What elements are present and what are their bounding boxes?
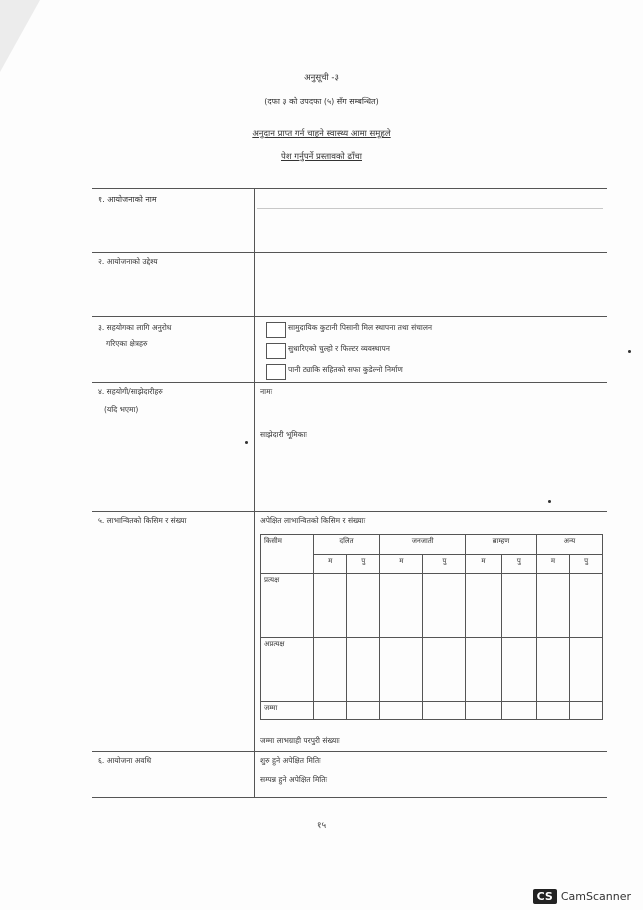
annex-heading: अनुसूची -३ xyxy=(304,73,339,83)
option-water-tank: पानी ट्याकि सहितको सफा कुडेल्नो निर्माण xyxy=(288,365,403,374)
table-cell[interactable] xyxy=(423,638,466,702)
project-name-label: १. आयोजनाको नाम xyxy=(98,195,157,204)
scan-speck xyxy=(548,500,551,503)
beneficiary-table xyxy=(260,534,603,720)
table-cell[interactable] xyxy=(423,702,466,720)
page-number: १५ xyxy=(316,821,327,831)
end-date-field[interactable]: सम्पन्न हुने अपेक्षित मितिः xyxy=(260,775,328,784)
table-cell[interactable] xyxy=(501,638,536,702)
duration-label: ६. आयोजना अवधि xyxy=(98,756,152,765)
option-grinding-mill: सामुदायिक कुटानी पिसानी मिल स्थापना तथा संचालन xyxy=(288,323,433,332)
table-cell[interactable] xyxy=(570,574,603,638)
column-divider xyxy=(254,188,255,798)
scan-speck xyxy=(245,441,248,444)
table-cell[interactable] xyxy=(347,638,380,702)
table-cell[interactable] xyxy=(501,702,536,720)
row-divider-6 xyxy=(92,751,607,752)
group-other: अन्य xyxy=(536,535,602,555)
sub-col-male: पु xyxy=(423,554,466,574)
sub-col-male: पु xyxy=(347,554,380,574)
checkbox-water-tank[interactable] xyxy=(266,364,286,380)
sub-col-female: म xyxy=(466,554,502,574)
objective-label: २. आयोजनाको उद्देश्य xyxy=(98,257,158,266)
form-subtitle: पेश गर्नुपर्ने प्रस्तावको ढाँचा xyxy=(281,152,362,162)
row-total: जम्मा xyxy=(261,702,314,720)
reference-line: (दफा ३ को उपदफा (५) सँग सम्बन्धित) xyxy=(264,97,379,106)
scan-speck xyxy=(628,350,631,353)
sub-col-male: पु xyxy=(570,554,603,574)
table-cell[interactable] xyxy=(570,638,603,702)
group-brahmin: ब्राम्हण xyxy=(466,535,537,555)
partners-label-1: ४. सहयोगी/साझेदारीहरु xyxy=(98,387,163,396)
sub-col-female: म xyxy=(536,554,569,574)
table-cell[interactable] xyxy=(314,638,347,702)
row-divider-2 xyxy=(92,252,607,253)
table-cell[interactable] xyxy=(536,702,569,720)
row-divider-3 xyxy=(92,316,607,317)
table-cell[interactable] xyxy=(314,574,347,638)
form-title: अनुदान प्राप्त गर्न चाहने स्वास्थ्य आमा समूहले xyxy=(252,129,391,139)
table-cell[interactable] xyxy=(501,574,536,638)
sub-col-female: म xyxy=(380,554,423,574)
camscanner-watermark xyxy=(533,889,631,904)
row-indirect: अप्रत्यक्ष xyxy=(261,638,314,702)
project-name-field[interactable] xyxy=(257,208,603,220)
table-cell[interactable] xyxy=(536,638,569,702)
beneficiary-heading: अपेक्षित लाभान्वितको किसिम र संख्याः xyxy=(260,516,366,525)
table-cell[interactable] xyxy=(347,702,380,720)
proposal-form-table xyxy=(92,188,607,798)
table-cell[interactable] xyxy=(380,574,423,638)
total-beneficiary-line: जम्मा लाभग्राही परपुरी संख्याः xyxy=(260,736,340,745)
group-janajati: जनजाती xyxy=(380,535,466,555)
option-improved-stove: सुधारिएको चुल्हो र फिल्टर व्यवस्थापन xyxy=(288,344,390,353)
table-cell[interactable] xyxy=(380,638,423,702)
table-cell[interactable] xyxy=(536,574,569,638)
table-cell[interactable] xyxy=(380,702,423,720)
row-divider-1 xyxy=(92,188,607,189)
camscanner-logo-icon: CS xyxy=(533,889,557,904)
sub-col-male: पु xyxy=(501,554,536,574)
start-date-field[interactable]: शुरु हुने अपेक्षित मितिः xyxy=(260,756,321,765)
partner-role-field[interactable]: साझेदारी भूमिकाः xyxy=(260,430,307,439)
row-divider-5 xyxy=(92,511,607,512)
sub-col-female: म xyxy=(314,554,347,574)
table-cell[interactable] xyxy=(347,574,380,638)
table-cell[interactable] xyxy=(314,702,347,720)
row-direct: प्रत्यक्ष xyxy=(261,574,314,638)
support-area-label-2: गरिएका क्षेत्रहरु xyxy=(106,339,148,348)
table-cell[interactable] xyxy=(466,574,502,638)
row-divider-7 xyxy=(92,797,607,798)
checkbox-improved-stove[interactable] xyxy=(266,343,286,359)
support-area-label-1: ३. सहयोगका लागि अनुरोध xyxy=(98,323,172,332)
camscanner-text: CamScanner xyxy=(560,890,631,903)
table-cell[interactable] xyxy=(466,702,502,720)
partner-name-field[interactable]: नामः xyxy=(260,387,273,396)
table-cell[interactable] xyxy=(570,702,603,720)
table-cell[interactable] xyxy=(466,638,502,702)
beneficiary-label: ५. लाभान्वितको किसिम र संख्या xyxy=(98,516,187,525)
checkbox-grinding-mill[interactable] xyxy=(266,322,286,338)
row-divider-4 xyxy=(92,382,607,383)
table-cell[interactable] xyxy=(423,574,466,638)
group-dalit: दलित xyxy=(314,535,380,555)
partners-label-2: (यदि भएमा) xyxy=(104,405,139,414)
type-header: किसीम xyxy=(261,535,314,574)
folded-corner xyxy=(0,0,40,72)
